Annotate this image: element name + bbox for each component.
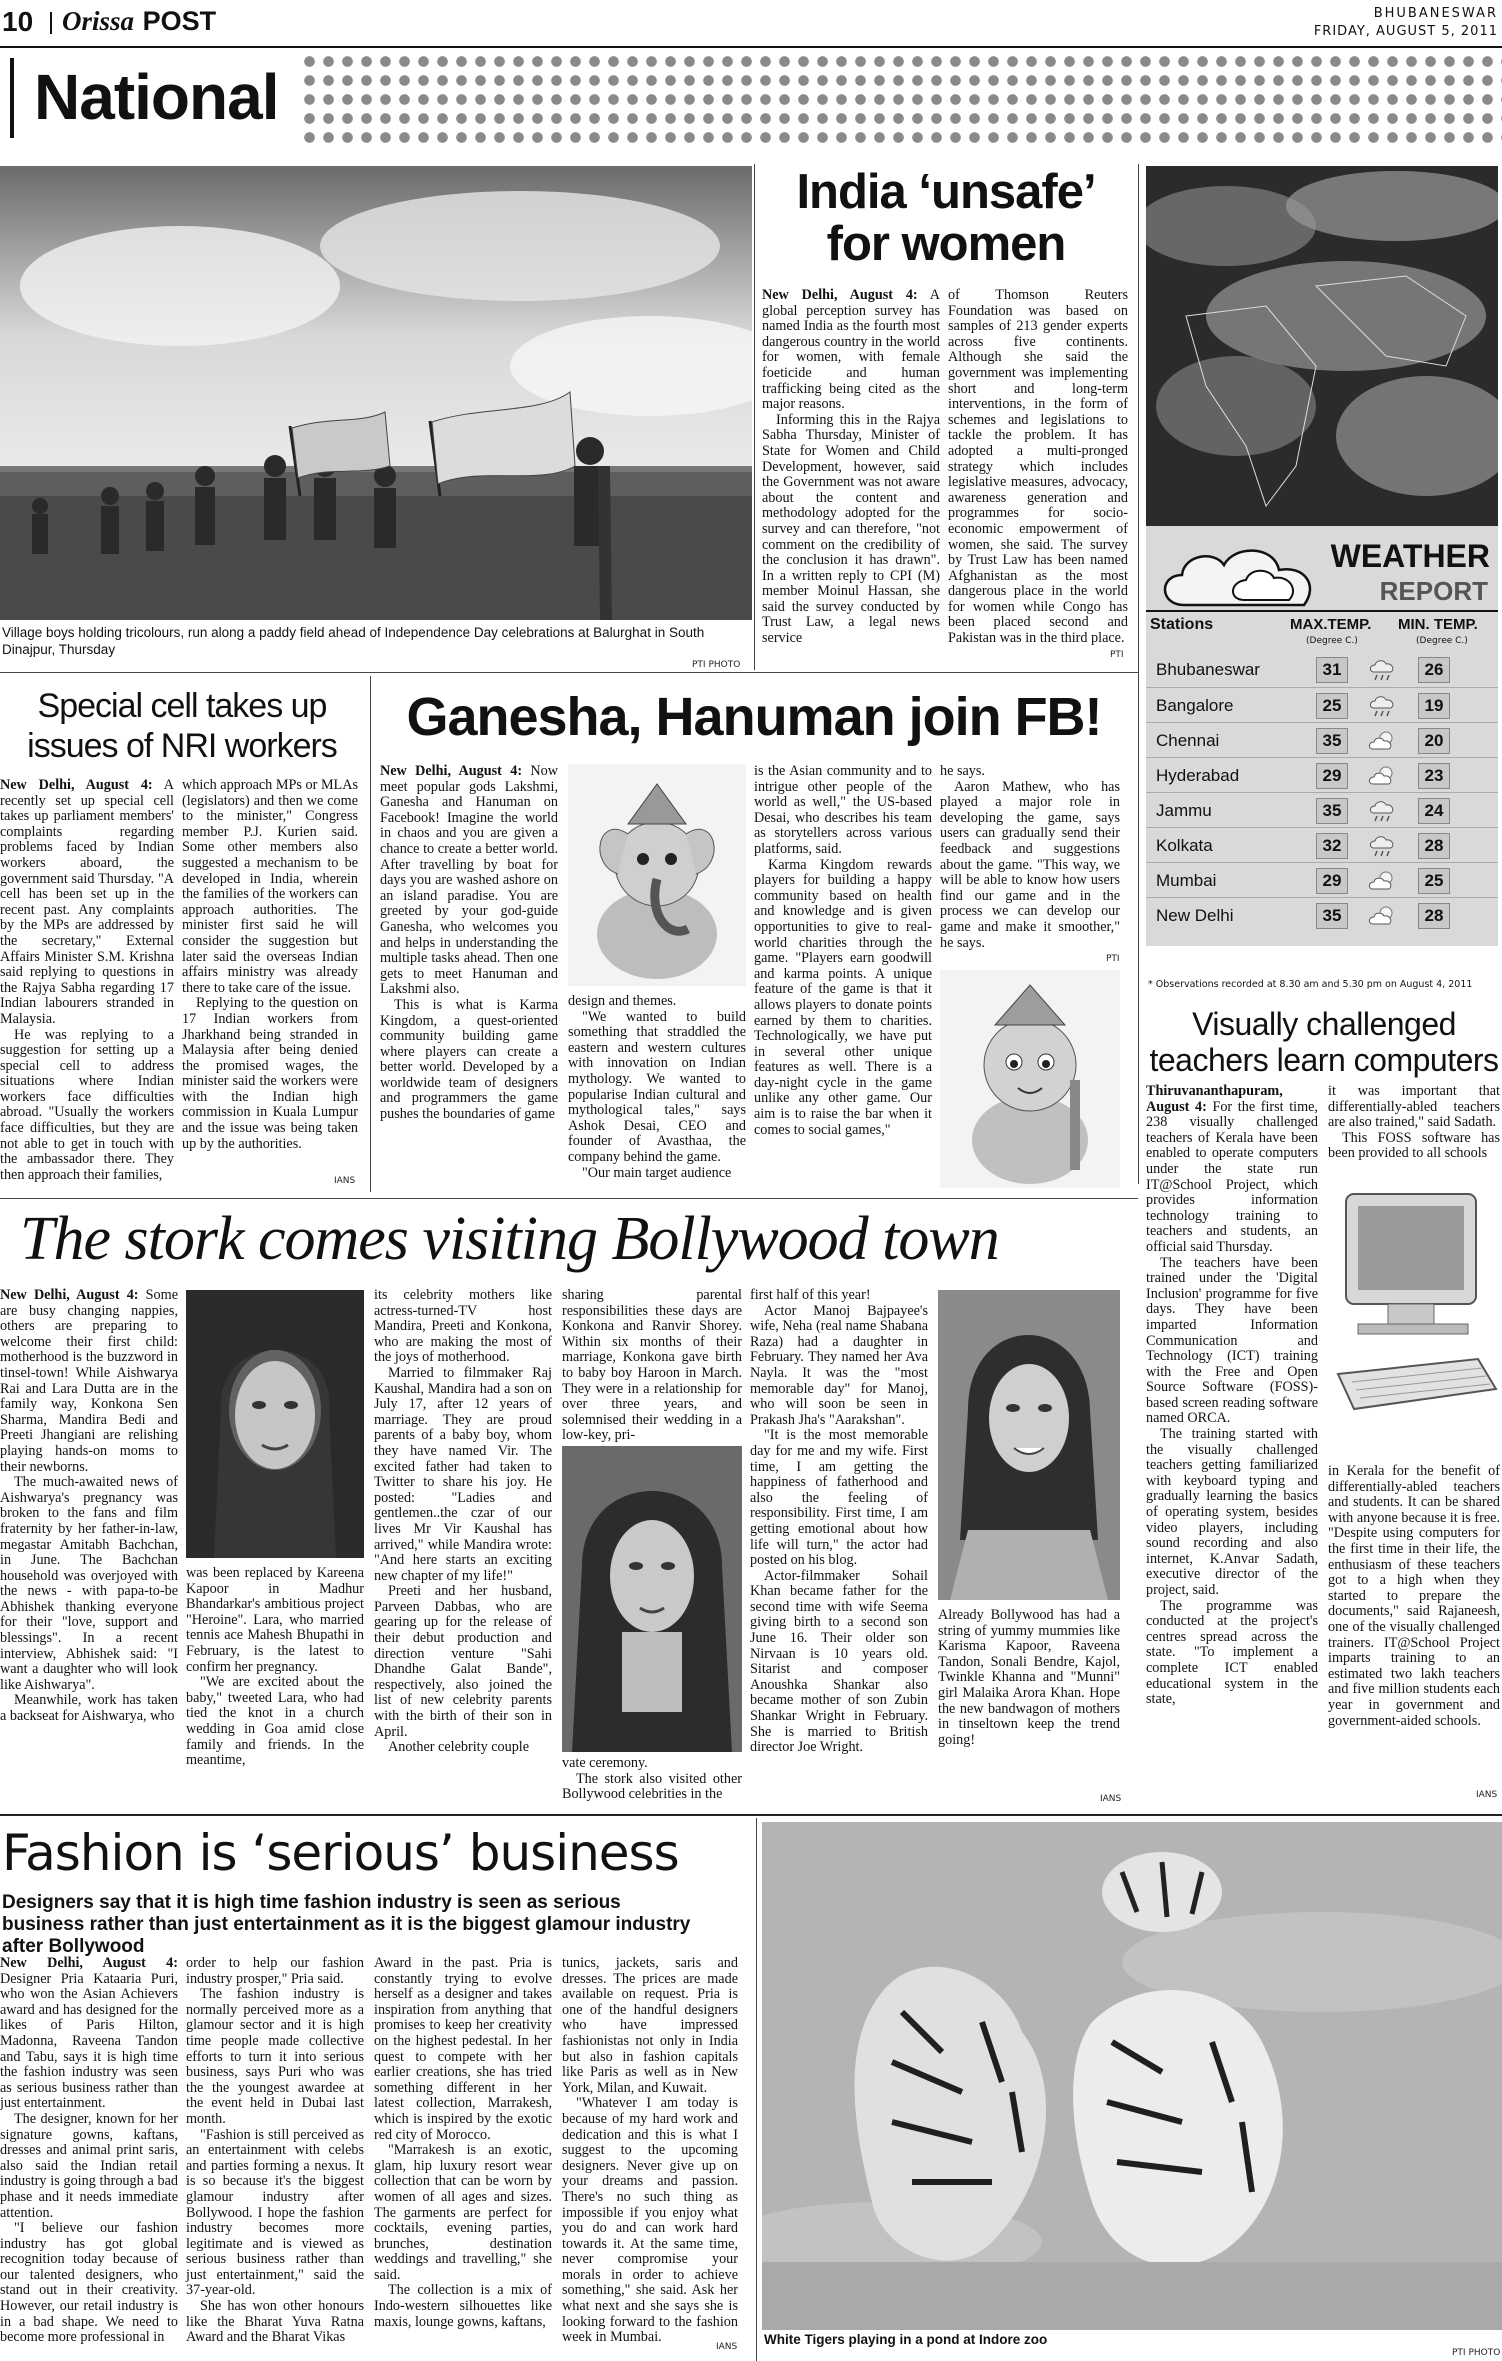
weather-col-stations: Stations (1150, 616, 1214, 633)
lara-portrait (562, 1446, 742, 1752)
nri-story (0, 680, 364, 1200)
weather-cloud-icon (1154, 530, 1354, 620)
sun-cloud-icon (1368, 869, 1396, 893)
fashion-col2 (186, 1956, 364, 2346)
stork-col1-p1: Some are busy changing nappies, others are preparing to welcome their first child: motherhood is the buzzword in tinsel-town! While Aishwarya Rai and Lara Dutta are in the family way, Konkona Sen Sharma, Mandira Bedi and Preeti Jhangiani are relishing playing hands-on moms to their newborns. (0, 1287, 178, 1475)
village-boys-photo (0, 166, 752, 620)
stork-col1-p3: Meanwhile, work has taken a backseat for Aishwarya, who (0, 1692, 178, 1725)
weather-row (1146, 792, 1498, 827)
stork-col6 (938, 1608, 1120, 1748)
weather-min-temp: 24 (1418, 798, 1450, 824)
weather-min-temp: 28 (1418, 903, 1450, 929)
masthead (0, 0, 1502, 48)
nri-headline-line1: Special cell takes up (37, 687, 327, 725)
fashion-col4-p1: tunics, jackets, saris and dresses. The prices are made available on request. Pria is one of the handful designers who have impressed fashionistas not only in India but also in fashion capitals like Paris as well as in New York, Milan, and Kuwait. (562, 1955, 738, 2096)
sun-cloud-icon (1368, 764, 1396, 788)
weather-station-name: Kolkata (1156, 836, 1213, 855)
tigers-photo (762, 1822, 1502, 2330)
ganesha-col1-p1: Now meet popular gods Lakshmi, Ganesha and Hanuman on Facebook! Imagine the world in chaos and you are given a chance to create a better world. After travelling by boat for days you are washed ashore on an island paradise. You are greeted by your god-guide Ganesha, who welcomes you and helps in understanding the multiple tasks ahead. Then one gets to meet Hanuman and Lakshmi also. (380, 763, 558, 998)
stork-col3-p4: Another celebrity couple (388, 1739, 530, 1756)
cloud-rain-icon (1368, 834, 1396, 858)
computer-illustration (1328, 1174, 1500, 1456)
satellite-image (1146, 166, 1498, 526)
visually-col2-top-p2: This FOSS software has been provided to all schools (1328, 1129, 1500, 1162)
fashion-col3 (374, 1956, 552, 2330)
fashion-headline: Fashion is ‘serious’ business (2, 1824, 679, 1882)
ganesha-credit: PTI (1106, 954, 1120, 964)
stork-col2-p1: was been replaced by Kareena Kapoor in Madhur Bhandarkar's ambitious project "Heroine". Lara, who married tennis ace Mahesh Bhupathi in February, is the latest to confirm her pregnancy. (186, 1565, 364, 1675)
india-unsafe-col2 (948, 288, 1128, 647)
fashion-col2-p3: "Fashion is still perceived as an entertainment with celebs and parties forming a nexus. It is so because it's the biggest glamour industry after Bollywood. I hope the fashion industry becomes more legitimate and is viewed as serious business rather than just entertainment," said the 37-year-old. (186, 2126, 364, 2299)
weather-max-temp: 31 (1316, 657, 1348, 683)
ganesha-col2-p3: "Our main target audience (582, 1164, 732, 1181)
ganesha-col3-p1: is the Asian community and to intrigue other people of the world as well," the US-based Desai, who describes his team as storytellers across various platforms, said. (754, 763, 932, 857)
visually-col2-top (1328, 1084, 1500, 1162)
sun-cloud-icon (1368, 904, 1396, 928)
weather-min-temp: 20 (1418, 728, 1450, 754)
weather-min-temp: 25 (1418, 868, 1450, 894)
stork-col3-p1: its celebrity mothers like actress-turned-TV host Mandira, Preeti and Konkona, who are making the most of the joys of motherhood. (374, 1287, 552, 1366)
paper-name-italic: Orissa (62, 6, 135, 36)
ganesha-col2-p1: design and themes. (568, 993, 677, 1009)
stork-col6-p1: Already Bollywood has had a string of yummy mummies like Karisma Kapoor, Raveena Tandon, Sonali Bendre, Kajol, Twinkle Khanna and "Munni" girl Malaika Arora Khan. Hope the new bandwagon of mothers in tinseltown keep the trend going! (938, 1607, 1120, 1748)
nri-col1-p1: A recently set up special cell takes up parliament members' complaints regarding problems faced by Indian workers aboard, the government said Thursday. "A cell has been set up in the recent past. Any complaints by the MPs are addressed by the secretary," External Affairs Minister S.M. Krishna said replying to questions in the Rajya Sabha regarding 17 Indian labourers stranded in Malaysia. (0, 777, 174, 1027)
weather-row (1146, 687, 1498, 722)
india-unsafe-dateline: New Delhi, August 4: (762, 287, 918, 303)
weather-unit-max: (Degree C.) (1306, 636, 1358, 646)
weather-col-min: MIN. TEMP. (1398, 616, 1478, 633)
fashion-col3-p2: "Marrakesh is an exotic, glam, hip luxury resort wear collection that can be worn by women of all ages and sizes. The garments are perfect for cocktails, evening parties, brunches, destination weddings and travelling," she said. (374, 2142, 552, 2283)
stork-col5 (750, 1288, 928, 1756)
section-dot-pattern (300, 52, 1502, 146)
visually-col1-p4: The programme was conducted at the project's centres spread across the state. "To implement a complete ICT enabled educational system in the state, (1146, 1597, 1318, 1708)
nri-col1 (0, 778, 174, 1183)
weather-max-temp: 35 (1316, 728, 1348, 754)
weather-max-temp: 32 (1316, 833, 1348, 859)
weather-title: WEATHER (1330, 538, 1490, 574)
india-unsafe-headline-line2: for women (826, 217, 1066, 271)
nri-col2-p1: which approach MPs or MLAs (legislators) and then we come to the minister," Congress member P.J. Kurien said. Some other members also suggested a mechanism to be developed in India, wherein the families of the workers can approach authorities. The minister first said he will consider the suggestion but later said the overseas Indian affairs ministry was already there to take care of the issue. (182, 777, 358, 996)
weather-rows (1146, 652, 1498, 942)
visually-col1 (1146, 1084, 1318, 1708)
weather-min-temp: 26 (1418, 657, 1450, 683)
visually-col2-top-p1: it was important that differentially-abled teachers are also trained," said Sadath. (1328, 1083, 1500, 1131)
stork-col3 (374, 1288, 552, 1756)
visually-headline (1146, 1006, 1502, 1078)
fashion-deck: Designers say that it is high time fashion industry is seen as serious business rather than just entertainment as it is the biggest glamour industry after Bollywood (2, 1892, 691, 1957)
stork-col4-p1: sharing parental responsibilities these days are Konkona and Ranvir Shorey. Within six months of their marriage, Konkona gave birth to baby boy Haroon in March. They were in a relationship for over three years, and solemnised their wedding in a low-key, pri- (562, 1287, 742, 1444)
konkona-photo (938, 1290, 1120, 1600)
weather-min-temp: 28 (1418, 833, 1450, 859)
visually-col2-bottom-p1: in Kerala for the benefit of differentially-abled teachers and students. It can be shared with anyone because it is free. "Despite using computers for the first time in their life, the enthusiasm of these teachers got to a high when they started to prepare the documents," said Rajaneesh, one of the visually challenged trainers. IT@School Project imparts training to an estimated two lakh teachers and five million students each year in government and government-aided schools. (1328, 1463, 1500, 1729)
fashion-col1 (0, 1956, 178, 2346)
section-title: National (34, 61, 279, 133)
fashion-col1-p3: "I believe our fashion industry has got global recognition today because of our talented designers, who stand out in their creativity. However, our retail industry is in a bad shape. We need to become more professional in (0, 2220, 178, 2346)
weather-header-rule (1146, 610, 1498, 612)
weather-row (1146, 862, 1498, 897)
visually-col1-p3: The training started with the visually challenged teachers getting familiarized with keyboard typing and gradually learning the basics of operating system, besides video players, including sound recording and also internet, K.Anvar Sadath, executive director of the project, said. (1146, 1426, 1318, 1598)
page-number-divider (50, 12, 52, 34)
visually-headline-line2: teachers learn computers (1149, 1042, 1499, 1078)
visually-dateline: Thiruvananthapuram, August 4: (1146, 1083, 1283, 1115)
india-unsafe-col1-p2: Informing this in the Rajya Sabha Thursday, Minister of State for Women and Child Development, however, said the Government was not aware about the content and methodology adopted for the survey and can therefore, "not comment on the credibility of the conclusion it has drawn". In a written reply to CPI (M) member Moinul Hassan, she said the survey conducted by Trust Law, a legal news service (762, 411, 940, 647)
weather-row (1146, 652, 1498, 687)
india-unsafe-col1 (762, 288, 940, 647)
weather-unit-min: (Degree C.) (1416, 636, 1468, 646)
rule-above-fashion (0, 1814, 1502, 1816)
rule-nri-right (370, 676, 371, 1192)
rule-below-middle-row (0, 1198, 1138, 1199)
stork-col3-p3: Preeti and her husband, Parveen Dabbas, who are gearing up for the release of their debut production and direction venture "Sahi Dhandhe Galat Bande", respectively, also joined the list of new celebrity parents with the birth of their son in April. (374, 1583, 552, 1740)
weather-row (1146, 757, 1498, 792)
nri-dateline: New Delhi, August 4: (0, 777, 153, 793)
weather-station-name: New Delhi (1156, 906, 1234, 925)
stork-col5-p3: "It is the most memorable day for me and my wife. First time, I am getting the happiness of fatherhood and also the feeling of responsibility. First time, I am getting emotional about how life will turn," the actor had posted on his blog. (750, 1427, 928, 1569)
rule-below-top-row (0, 672, 1138, 673)
tigers-illustration (762, 1822, 1502, 2330)
nri-credit: IANS (334, 1176, 356, 1186)
weather-station-name: Hyderabad (1156, 766, 1240, 785)
tigers-credit: PTI PHOTO (1452, 2348, 1501, 2358)
india-unsafe-headline (760, 166, 1132, 270)
ganesha-col1-p2: This is what is Karma Kingdom, a quest-oriented community building game where players can create a better world. Developed by a worldwide team of designers and programmers the game pushes the boundaries of game (380, 996, 558, 1123)
dateline-city: BHUBANESWAR (1373, 6, 1498, 21)
fashion-col3-p3: The collection is a mix of Indo-western silhouettes like maxis, lounge gowns, kaftans, (374, 2282, 552, 2330)
weather-min-temp: 23 (1418, 763, 1450, 789)
weather-max-temp: 29 (1316, 868, 1348, 894)
weather-row (1146, 897, 1498, 932)
village-boys-caption: Village boys holding tricolours, run along a paddy field ahead of Independence Day celebrations at Balurghat in South Dinajpur, Thursday (2, 625, 705, 657)
stork-col5-p4: Actor-filmmaker Sohail Khan became father for the second time with wife Seema giving birth to a second son June 16. Their older son Nirvaan is 10 years old. Sitarist and composer Anoushka Shankar also became mother of son Zubin Shankar Wright in February. She is married to British director Joe Wright. (750, 1567, 928, 1756)
weather-station-name: Mumbai (1156, 871, 1217, 890)
stork-col1 (0, 1288, 178, 1725)
india-unsafe-col1-p1: A global perception survey has named India as the fourth most dangerous country in the world for women, with female foeticide and human trafficking being cited as the major reasons. (762, 287, 940, 413)
weather-footnote: * Observations recorded at 8.30 am and 5.30 pm on August 4, 2011 (1148, 979, 1473, 990)
fashion-col4 (562, 1956, 738, 2346)
dateline-date: FRIDAY, AUGUST 5, 2011 (1313, 24, 1498, 39)
cloud-rain-icon (1368, 658, 1396, 682)
stork-col4-top (562, 1288, 742, 1444)
ganesha-cartoon (568, 764, 746, 986)
ganesha-col4-p1: he says. (940, 763, 985, 779)
ganesha-dateline: New Delhi, August 4: (380, 763, 523, 779)
rule-weather-left (1138, 164, 1139, 1184)
tigers-caption: White Tigers playing in a pond at Indore zoo (764, 2332, 1048, 2347)
stork-col5-p1: first half of this year! (750, 1287, 871, 1303)
stork-col4-p2: vate ceremony. (562, 1755, 648, 1771)
weather-max-temp: 35 (1316, 798, 1348, 824)
page-number: 10 (2, 6, 34, 37)
fashion-col4-p2: "Whatever I am today is because of my hard work and dedication and this is what I suggest to the upcoming designers. Never give up on your dreams and passion. There's no such thing as impossible if you enjoy what you do and can work hard towards it. At the same time, never compromise your morals in order to achieve something," she said. Ask her what next and she says she is looking forward to the fashion week in Mumbai. (562, 2095, 738, 2346)
stork-col3-p2: Married to filmmaker Raj Kaushal, Mandira had a son on July 17, after 12 years of marriage. They are proud parents of a baby boy, whom they have named Vir. The excited father had taken to Twitter to share his joy. He posted: "Ladies and gentlemen..the czar of our lives Mr Vir Kaushal has arrived," while Mandira wrote: "And here starts an exciting new chapter of my life!" (374, 1364, 552, 1584)
ganesha-col3-p2: Karma Kingdom rewards players for building a happy community based on health and knowledge and is given opportunities to give to real-world charities through the game. "Players earn goodwill and karma points. A unique feature of the game is that it allows players to donate points earned by them to charities. Technologically, we have put in several other unique features as well. There is a day-night cycle in the game unlike any other game. Our aim is to raise the bar when it comes to social games," (754, 856, 932, 1138)
weather-station-name: Bangalore (1156, 696, 1234, 715)
fashion-col3-p1: Award in the past. Pria is constantly trying to evolve herself as a designer and takes inspiration from anything that promises to keep her creativity on the highest pedestal. In her quest to compete with her earlier creations, she has tried something different in her latest collection, Marrakesh, which is inspired by the exotic red city of Morocco. (374, 1955, 552, 2143)
visually-col2-bottom (1328, 1464, 1500, 1729)
india-unsafe-credit: PTI (1110, 650, 1124, 660)
sun-cloud-icon (1368, 729, 1396, 753)
ganesha-image (568, 764, 746, 986)
stork-col5-p2: Actor Manoj Bajpayee's wife, Neha (real name Shabana Raza) had a daughter in February. They named her Ava Nayla. It was the "most memorable day" for Manoj, who will soon be seen in Prakash Jha's "Aarakshan". (750, 1302, 928, 1428)
section-banner (0, 50, 1502, 148)
nri-col1-p2: He was replying to a suggestion for setting up a special cell to address situations where Indian workers face difficulties abroad. "Usually the workers face difficulties, but they are not able to get in touch with the ambassador there. They then approach their families, (0, 1026, 174, 1183)
ganesha-col1 (380, 764, 558, 1123)
weather-station-name: Chennai (1156, 731, 1220, 750)
fashion-credit: IANS (716, 2342, 738, 2352)
konkona-portrait (938, 1290, 1120, 1600)
nri-col2-p2: Replying to the question on 17 Indian workers from Jharkhand being stranded in Malaysia after being denied the promised wages, the minister said the workers were with the Indian high commission in Kuala Lumpur and the issue was being taken up by the authorities. (182, 995, 358, 1152)
stork-col1-p2: The much-awaited news of Aishwarya's pregnancy was broken to the fans and film fraternity by her father-in-law, megastar Amitabh Bachchan, in June. The Bachchan household was overjoyed with the news - with papa-to-be Abhishek thanking everyone for their "love, support and blessings". In a recent interview, Abhishek said: "I want a daughter who will look like Aishwarya". (0, 1474, 178, 1693)
weather-min-temp: 19 (1418, 693, 1450, 719)
stork-dateline: New Delhi, August 4: (0, 1287, 139, 1303)
cloud-rain-icon (1368, 799, 1396, 823)
ganesha-headline: Ganesha, Hanuman join FB! (406, 687, 1102, 747)
hanuman-image (940, 970, 1120, 1188)
tigers-block (762, 1822, 1502, 2361)
weather-max-temp: 25 (1316, 693, 1348, 719)
stork-col2-p2: "We are excited about the baby," tweeted Lara, who had tied the knot in a church wedding in Goa amid close family and friends. In the meantime, (186, 1674, 364, 1769)
india-unsafe-headline-line1: India ‘unsafe’ (796, 165, 1096, 219)
ganesha-col2-p2: "We wanted to build something that straddled the eastern and western cultures with innovation on Indian mythology. We wanted to popularise Indian cultural and mythological tales," says Ashok Desai, CEO and founder of Avasthaa, the company behind the game. (568, 1008, 746, 1165)
visually-credit: IANS (1476, 1790, 1498, 1800)
cloud-rain-icon (1368, 694, 1396, 718)
weather-subtitle: REPORT (1379, 576, 1488, 606)
visually-challenged-story (1146, 1006, 1502, 1806)
section-banner-left-bar (10, 58, 14, 138)
ganesha-col3 (754, 764, 932, 1138)
nri-headline-line2: issues of NRI workers (27, 727, 337, 765)
india-unsafe-story (760, 166, 1132, 666)
weather-station-name: Bhubaneswar (1156, 660, 1260, 679)
computer-image (1328, 1174, 1500, 1456)
weather-max-temp: 35 (1316, 903, 1348, 929)
india-unsafe-col2-p1: of Thomson Reuters Foundation was based on samples of 213 gender experts across five continents. Although she said the government was implementing short and long-term interventions, in the form of schemes and legislations to tackle the problem. It has adopted a multi-pronged strategy which includes legislative measures, advocacy, awareness generation and programmes for socio-economic empowerment of women, she said. The survey by Trust Law has been named Afghanistan as the most dangerous place in the world for women while Congo has been placed second and Pakistan was in the third place. (948, 287, 1128, 647)
hanuman-cartoon (940, 970, 1120, 1188)
fashion-dateline: New Delhi, August 4: (0, 1955, 178, 1971)
lara-photo (562, 1446, 742, 1752)
village-boys-illustration (0, 166, 752, 620)
visually-col1-p2: The teachers have been trained under the 'Digital Inclusion' programme for five days. They have been imparted Information Communication and Technology (ICT) training with the Free and Open Source Software (FOSS)-based screen reading software named ORCA. (1146, 1254, 1318, 1427)
stork-col4-bottom (562, 1756, 742, 1803)
nri-headline (0, 686, 364, 766)
stork-headline: The stork comes visiting Bollywood town (20, 1205, 999, 1273)
paper-name-bold: POST (142, 6, 217, 36)
weather-row (1146, 827, 1498, 862)
fashion-col2-p2: The fashion industry is normally perceived more as a glamour sector and it is high time people made collective efforts to turn it into serious business, says Puri who was the the youngest awardee at the event held in Dubai last month. (186, 1986, 364, 2127)
weather-panel (1146, 166, 1502, 996)
village-boys-credit: PTI PHOTO (692, 660, 741, 670)
aishwarya-photo (186, 1290, 364, 1558)
stork-credit: IANS (1100, 1794, 1122, 1804)
rule-fashion-right (756, 1818, 757, 2361)
aishwarya-portrait (186, 1290, 364, 1558)
satellite-cloud-map (1146, 166, 1498, 526)
fashion-col1-p2: The designer, known for her signature gowns, kaftans, dresses and animal print saris, also said the Indian retail industry is going through a bad phase and it needs immediate attention. (0, 2110, 178, 2221)
weather-max-temp: 29 (1316, 763, 1348, 789)
weather-table-area (1146, 526, 1498, 946)
stork-story (0, 1200, 1130, 1812)
visually-col1-p1: For the first time, 238 visually challenged teachers of Kerala have been enabled to operate computers under the state run IT@School Project, which provides information technology training to teachers and students, an official said Thursday. (1146, 1098, 1318, 1255)
fashion-col2-p1: order to help our fashion industry prosper," Pria said. (186, 1955, 364, 1987)
stork-col2 (186, 1566, 364, 1769)
weather-row (1146, 722, 1498, 757)
visually-headline-line1: Visually challenged (1192, 1006, 1456, 1042)
fashion-col1-p1: Designer Pria Kataaria Puri, who won the Asian Achievers award and has designed for the likes of Paris Hilton, Madonna, Raveena Tandon and Tabu, says it is high time the fashion industry was seen as serious business rather than just entertainment. (0, 1970, 178, 2112)
ganesha-story (378, 680, 1130, 1196)
nri-col2 (182, 778, 358, 1152)
ganesha-col4 (940, 764, 1120, 951)
weather-station-name: Jammu (1156, 801, 1212, 820)
weather-col-max: MAX.TEMP. (1290, 616, 1372, 633)
ganesha-col4-p2: Aaron Mathew, who has played a major role in developing the game, says users can gradually send their feedback and suggestions about the game. "This way, we will be able to know how users find our game and in the process we can develop our game and make it smoother," he says. (940, 778, 1120, 951)
rule-top-photo-right (754, 164, 755, 670)
masthead-rule (0, 46, 1502, 48)
top-photo-block (0, 166, 752, 670)
paper-name (62, 6, 216, 37)
fashion-story (0, 1822, 752, 2361)
stork-col4-p3: The stork also visited other Bollywood celebrities in the (562, 1770, 742, 1803)
fashion-col2-p4: She has won other honours like the Bharat Yuva Ratna Award and the Bharat Vikas (186, 2298, 364, 2346)
ganesha-col2 (568, 994, 746, 1181)
